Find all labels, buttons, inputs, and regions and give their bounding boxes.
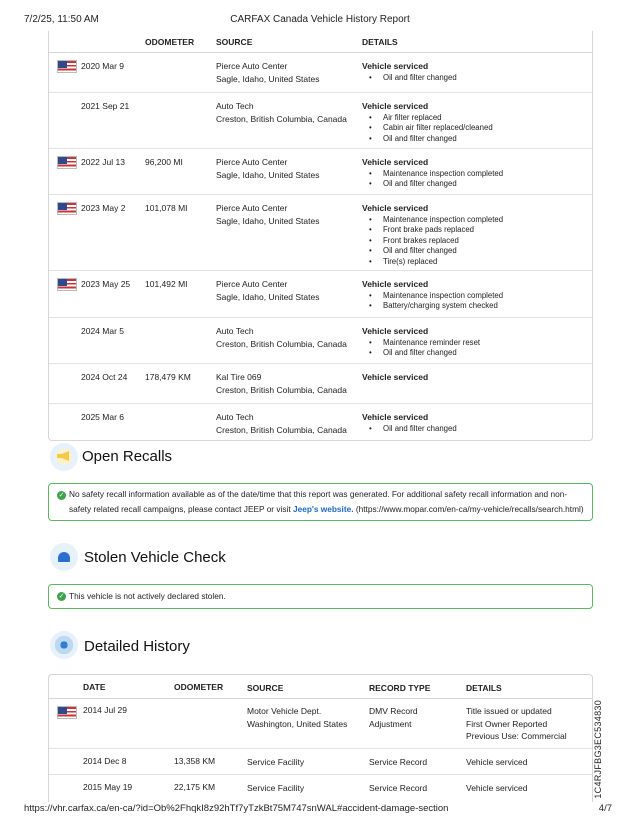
row-details xyxy=(466,756,527,769)
us-flag-icon xyxy=(57,156,77,169)
details-title: Vehicle serviced xyxy=(362,326,429,336)
source-name: Auto Tech xyxy=(216,412,254,422)
row-details xyxy=(362,101,493,144)
source-name: Pierce Auto Center xyxy=(216,61,288,71)
table-row xyxy=(49,749,592,775)
col-odometer: ODOMETER xyxy=(174,682,224,692)
row-source-line: Washington, United States xyxy=(247,718,348,729)
col-odometer: ODOMETER xyxy=(145,37,195,47)
source-location: Creston, British Columbia, Canada xyxy=(216,384,347,395)
row-source xyxy=(216,60,320,85)
row-source xyxy=(216,411,347,436)
page-number: 4/7 xyxy=(598,803,612,814)
row-source-line: Motor Vehicle Dept. xyxy=(247,706,322,716)
stolen-message: This vehicle is not actively declared stolen. xyxy=(69,591,226,601)
row-details xyxy=(362,372,428,384)
detailed-history-title: Detailed History xyxy=(84,638,190,655)
row-source-line: Service Facility xyxy=(247,757,305,767)
table-header xyxy=(49,675,592,699)
row-odometer: 13,358 KM xyxy=(174,756,216,766)
details-item: • Maintenance reminder reset xyxy=(362,338,480,348)
vin-number: 1C4RJFBG3EC534830 xyxy=(593,700,603,799)
row-details-line: Vehicle serviced xyxy=(466,757,528,767)
row-odometer: 101,492 MI xyxy=(145,279,188,289)
details-item: • Battery/charging system checked xyxy=(362,301,503,311)
source-name: Pierce Auto Center xyxy=(216,157,288,167)
details-item: • Oil and filter changed xyxy=(362,246,503,256)
megaphone-icon xyxy=(50,443,78,471)
row-source xyxy=(216,100,347,125)
row-record-type-line: Service Record xyxy=(369,757,428,767)
us-flag-icon xyxy=(57,202,77,215)
row-record-type xyxy=(369,782,427,795)
service-history-table xyxy=(48,31,593,441)
col-details: DETAILS xyxy=(466,683,502,693)
detailed-history-icon xyxy=(50,631,78,659)
details-title: Vehicle serviced xyxy=(362,279,429,289)
us-flag-icon xyxy=(57,278,77,291)
table-row xyxy=(49,318,592,364)
page-url: https://vhr.carfax.ca/en-ca/?id=Ob%2FhqkI8z92hTf7yTzkBt75M747snWAL#accident-damage-section xyxy=(24,803,449,814)
source-name: Pierce Auto Center xyxy=(216,279,288,289)
table-row xyxy=(49,195,592,271)
details-title: Vehicle serviced xyxy=(362,372,429,382)
source-name: Auto Tech xyxy=(216,326,254,336)
row-details-line: Vehicle serviced xyxy=(466,783,528,793)
col-source: SOURCE xyxy=(216,37,253,47)
siren-icon xyxy=(50,543,78,571)
table-header xyxy=(49,31,592,53)
details-title: Vehicle serviced xyxy=(362,412,429,422)
row-record-type xyxy=(369,705,418,730)
row-odometer: 96,200 MI xyxy=(145,157,183,167)
row-date: 2022 Jul 13 xyxy=(81,157,125,167)
check-circle-icon: ✓ xyxy=(58,492,65,499)
table-row xyxy=(49,93,592,149)
row-record-type-line: DMV Record xyxy=(369,706,418,716)
details-item: • Cabin air filter replaced/cleaned xyxy=(362,123,493,133)
row-source xyxy=(247,782,304,795)
source-name: Auto Tech xyxy=(216,101,254,111)
print-datetime: 7/2/25, 11:50 AM xyxy=(24,14,99,25)
details-item: • Oil and filter changed xyxy=(362,424,457,434)
row-details-line: Title issued or updated xyxy=(466,706,552,716)
row-details-line: Previous Use: Commercial xyxy=(466,731,567,741)
row-date: 2023 May 25 xyxy=(81,279,131,289)
row-details xyxy=(362,157,503,190)
details-item: • Front brake pads replaced xyxy=(362,225,503,235)
source-location: Sagle, Idaho, United States xyxy=(216,215,320,226)
row-date: 2023 May 2 xyxy=(81,203,126,213)
row-odometer: 178,479 KM xyxy=(145,372,191,382)
us-flag-icon xyxy=(57,706,77,719)
row-record-type-line: Adjustment xyxy=(369,718,412,729)
table-row xyxy=(49,404,592,441)
source-location: Sagle, Idaho, United States xyxy=(216,291,320,302)
details-item: • Maintenance inspection completed xyxy=(362,291,503,301)
details-item: • Oil and filter changed xyxy=(362,73,457,83)
row-date: 2024 Oct 24 xyxy=(81,372,128,382)
source-location: Creston, British Columbia, Canada xyxy=(216,338,347,349)
row-odometer: 101,078 MI xyxy=(145,203,188,213)
details-item: • Maintenance inspection completed xyxy=(362,169,503,179)
row-date: 2020 Mar 9 xyxy=(81,61,124,71)
table-row xyxy=(49,775,592,803)
details-item: • Oil and filter changed xyxy=(362,348,480,358)
row-record-type-line: Service Record xyxy=(369,783,428,793)
table-row xyxy=(49,271,592,318)
row-odometer: 22,175 KM xyxy=(174,782,216,792)
row-details xyxy=(362,61,457,83)
row-source xyxy=(216,371,347,396)
jeep-website-link[interactable]: Jeep's website. xyxy=(292,504,354,514)
row-date: 2021 Sep 21 xyxy=(81,101,130,111)
row-source xyxy=(216,202,320,227)
col-details: DETAILS xyxy=(362,37,398,47)
row-source xyxy=(216,278,320,303)
table-row xyxy=(49,53,592,93)
details-title: Vehicle serviced xyxy=(362,203,429,213)
row-source-line: Service Facility xyxy=(247,783,305,793)
row-date: 2015 May 19 xyxy=(83,782,133,792)
details-title: Vehicle serviced xyxy=(362,101,429,111)
row-details xyxy=(362,412,457,434)
source-location: Creston, British Columbia, Canada xyxy=(216,113,347,124)
details-title: Vehicle serviced xyxy=(362,61,429,71)
row-details xyxy=(466,705,567,743)
table-row xyxy=(49,699,592,749)
col-record-type: RECORD TYPE xyxy=(369,683,431,693)
recalls-message-box xyxy=(48,483,593,521)
details-item: • Tire(s) replaced xyxy=(362,257,503,267)
report-title: CARFAX Canada Vehicle History Report xyxy=(230,14,410,25)
table-row xyxy=(49,149,592,195)
row-details-line: First Owner Reported xyxy=(466,718,548,729)
row-details xyxy=(362,326,480,359)
row-record-type xyxy=(369,756,427,769)
row-source xyxy=(216,325,347,350)
col-date: DATE xyxy=(83,682,106,692)
col-source: SOURCE xyxy=(247,683,284,693)
row-details xyxy=(466,782,527,795)
detailed-history-table xyxy=(48,674,593,802)
source-location: Creston, British Columbia, Canada xyxy=(216,424,347,435)
details-item: • Air filter replaced xyxy=(362,113,493,123)
source-location: Sagle, Idaho, United States xyxy=(216,73,320,84)
details-item: • Oil and filter changed xyxy=(362,179,503,189)
row-details xyxy=(362,279,503,312)
row-source xyxy=(247,756,304,769)
row-date: 2014 Jul 29 xyxy=(83,705,127,715)
row-date: 2024 Mar 5 xyxy=(81,326,124,336)
stolen-vehicle-title: Stolen Vehicle Check xyxy=(84,549,226,566)
open-recalls-title: Open Recalls xyxy=(82,448,173,465)
row-details xyxy=(362,203,503,267)
row-date: 2025 Mar 6 xyxy=(81,412,124,422)
row-date: 2014 Dec 8 xyxy=(83,756,127,766)
table-row xyxy=(49,364,592,404)
source-location: Sagle, Idaho, United States xyxy=(216,169,320,180)
source-name: Kal Tire 069 xyxy=(216,372,262,382)
source-name: Pierce Auto Center xyxy=(216,203,288,213)
details-item: • Maintenance inspection completed xyxy=(362,215,503,225)
print-header xyxy=(0,0,640,30)
details-item: • Oil and filter changed xyxy=(362,134,493,144)
details-title: Vehicle serviced xyxy=(362,157,429,167)
check-circle-icon: ✓ xyxy=(58,593,65,600)
recalls-message: No safety recall information available as of the date/time that this report was generated. For additional safety recall information and non-safety related recall campaigns, please contact JEEP or visit Jeep's website. (https://www.mopar.com/en-ca/my-vehicle/recalls/search.html) xyxy=(69,489,584,514)
details-item: • Front brakes replaced xyxy=(362,236,503,246)
row-source xyxy=(216,156,320,181)
stolen-message-box xyxy=(48,584,593,609)
row-source xyxy=(247,705,347,730)
us-flag-icon xyxy=(57,60,77,73)
